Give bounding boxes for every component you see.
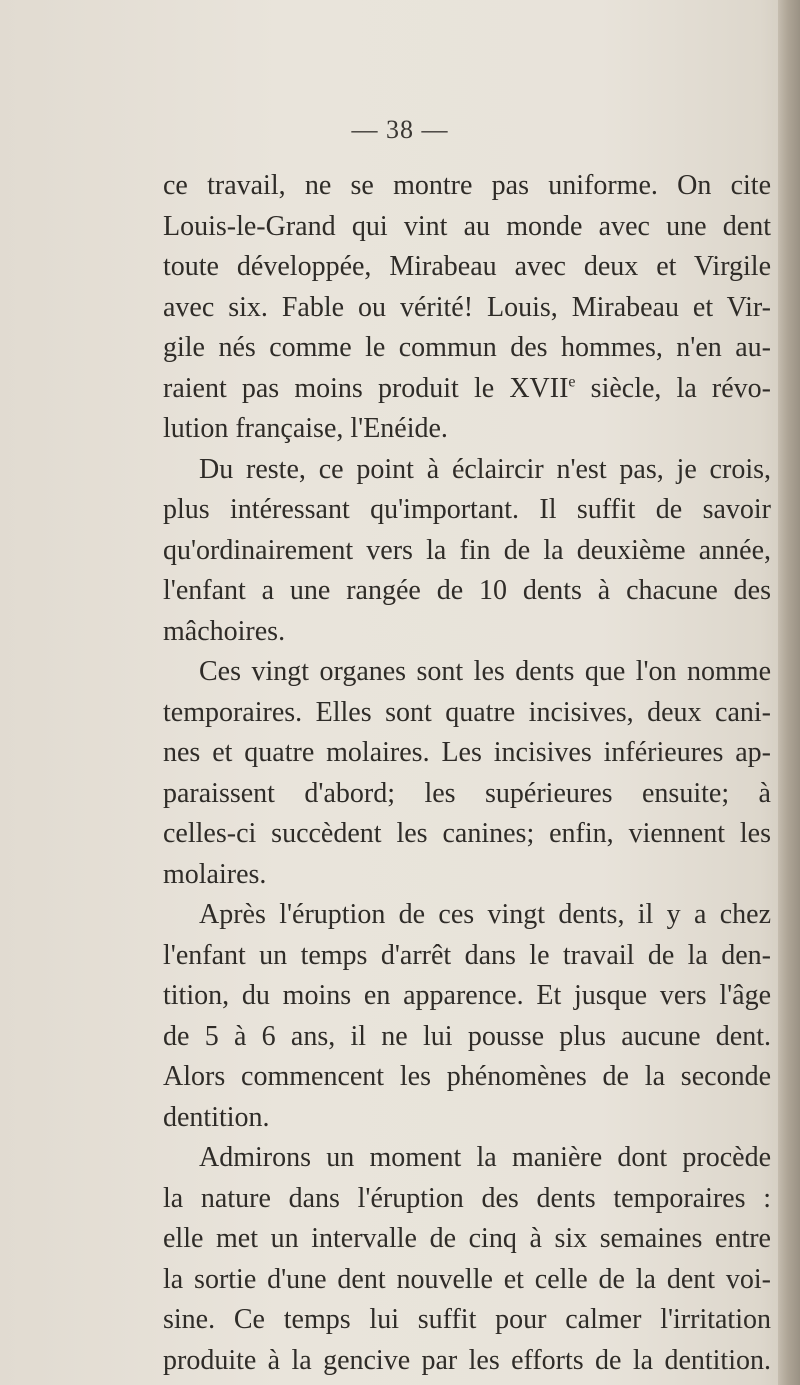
text-line: lution française, l'Enéide. <box>163 413 448 444</box>
text-line: paraissent d'abord; les supérieures ensuite; à <box>163 777 771 809</box>
text-line: dentition. <box>163 1101 270 1133</box>
text-line: ce travail, ne se montre pas uniforme. On cite <box>163 170 771 201</box>
text-line: Du reste, ce point à éclaircir n'est pas, je crois, <box>199 453 771 485</box>
text-line: Louis-le-Grand qui vint au monde avec une dent <box>163 210 771 242</box>
text-line: toute développée, Mirabeau avec deux et Virgile <box>163 251 771 282</box>
text-fragment: siècle, la révo- <box>575 372 771 404</box>
text-line: avec six. Fable ou vérité! Louis, Mirabeau et Vir- <box>163 291 771 323</box>
text-line: l'enfant a une rangée de 10 dents à chacune des <box>163 575 771 606</box>
text-line: la sortie d'une dent nouvelle et celle de la dent voi- <box>163 1263 771 1295</box>
text-line: tition, du moins en apparence. Et jusque vers l'âge <box>163 980 771 1011</box>
page-number: — 38 — <box>351 115 449 144</box>
text-line: nes et quatre molaires. Les incisives inférieures ap- <box>163 737 771 768</box>
text-line: gile nés comme le commun des hommes, n'en au- <box>163 332 771 363</box>
text-line <box>163 369 771 410</box>
text-line: mâchoires. <box>163 615 286 647</box>
text-line: Après l'éruption de ces vingt dents, il y a chez <box>199 899 771 930</box>
text-line: sine. Ce temps lui suffit pour calmer l'irritation <box>163 1304 771 1335</box>
text-line: produite à la gencive par les efforts de la dentition. <box>163 1344 771 1376</box>
page-binding-edge <box>778 0 800 1385</box>
superscript: e <box>568 373 576 391</box>
text-line: qu'ordinairement vers la fin de la deuxième année, <box>163 534 771 566</box>
text-line: Alors commencent les phénomènes de la seconde <box>163 1061 771 1092</box>
text-line: de 5 à 6 ans, il ne lui pousse plus aucune dent. <box>163 1020 771 1052</box>
text-line: plus intéressant qu'important. Il suffit de savoir <box>163 494 771 525</box>
text-line: Ces vingt organes sont les dents que l'on nomme <box>199 656 771 687</box>
text-line: molaires. <box>163 858 267 890</box>
text-line: Admirons un moment la manière dont procède <box>199 1142 771 1173</box>
text-fragment: raient pas moins produit le XVII <box>163 372 569 404</box>
text-line: celles-ci succèdent les canines; enfin, viennent les <box>163 818 771 849</box>
text-line: temporaires. Elles sont quatre incisives, deux cani- <box>163 696 771 728</box>
text-line: l'enfant un temps d'arrêt dans le travail de la den- <box>163 939 771 971</box>
text-line: elle met un intervalle de cinq à six semaines entre <box>163 1223 771 1254</box>
text-line: la nature dans l'éruption des dents temporaires : <box>163 1182 771 1214</box>
body-text <box>163 166 771 1381</box>
